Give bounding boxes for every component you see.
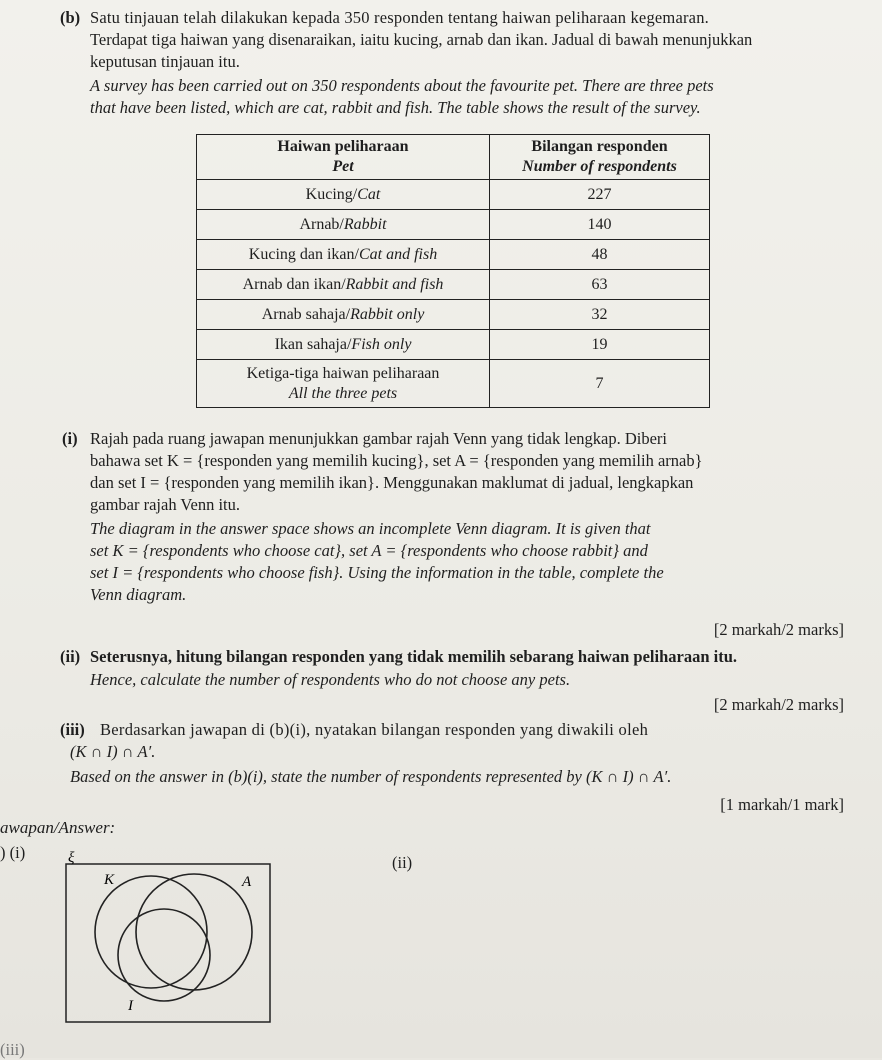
- header-pet-en: Pet: [332, 158, 354, 175]
- part-i-ms-line-3: dan set I = {responden yang memilih ikan}. Menggunakan maklumat di jadual, lengkapkan: [90, 473, 694, 492]
- header-respondents-ms: Bilangan responden: [531, 138, 668, 155]
- set-i-label: I: [128, 998, 133, 1014]
- part-iii-ms-line-1: Berdasarkan jawapan di (b)(i), nyatakan bilangan responden yang diwakili oleh: [100, 720, 649, 739]
- pet-en: Rabbit only: [350, 305, 425, 323]
- pet-ms: Arnab/: [299, 215, 344, 233]
- set-a-label: A: [242, 874, 252, 890]
- pet-en: Cat and fish: [358, 245, 438, 263]
- table-header-row: [197, 135, 710, 180]
- table-cell-value: 32: [490, 300, 710, 330]
- pet-ms: Arnab sahaja/: [261, 305, 351, 323]
- part-i-ms-line-2: bahawa set K = {responden yang memilih kucing}, set A = {responden yang memilih arnab}: [90, 451, 703, 470]
- set-k-label: K: [104, 872, 115, 888]
- part-ii-marks: [2 markah/2 marks]: [713, 695, 844, 714]
- table-cell-pet: [197, 300, 490, 330]
- table-cell-pet: [197, 360, 490, 408]
- intro-ms-line-3: keputusan tinjauan itu.: [90, 52, 240, 71]
- part-i-ms-line-4: gambar rajah Venn itu.: [90, 495, 240, 514]
- table-cell-pet: [197, 180, 490, 210]
- table-row: [197, 180, 710, 210]
- part-iii-label: (iii): [60, 720, 85, 739]
- survey-table: [196, 134, 710, 408]
- table-cell-value: 48: [490, 240, 710, 270]
- pet-en: All the three pets: [288, 384, 398, 402]
- intro-ms-line-2: Terdapat tiga haiwan yang disenaraikan, iaitu kucing, arnab dan ikan. Jadual di bawah menunjukkan: [90, 30, 753, 49]
- table-row: [197, 330, 710, 360]
- table-cell-pet: [197, 240, 490, 270]
- pet-ms: Ketiga-tiga haiwan peliharaan: [246, 364, 440, 382]
- table-cell-pet: [197, 270, 490, 300]
- part-i-label: (i): [62, 429, 78, 448]
- table-row: [197, 240, 710, 270]
- venn-diagram: [64, 850, 276, 1028]
- universal-set-label: ξ: [68, 850, 75, 866]
- table-row: [197, 210, 710, 240]
- pet-en: Fish only: [351, 335, 412, 353]
- part-iii-ms-line-2: (K ∩ I) ∩ A′.: [70, 742, 156, 761]
- table-cell-value: 140: [490, 210, 710, 240]
- header-pet: [197, 135, 490, 180]
- part-i-ms-line-1: Rajah pada ruang jawapan menunjukkan gambar rajah Venn yang tidak lengkap. Diberi: [90, 429, 668, 448]
- intro-ms-line-1: Satu tinjauan telah dilakukan kepada 350 responden tentang haiwan peliharaan kegemaran.: [90, 8, 709, 27]
- pet-ms: Ikan sahaja/: [274, 335, 352, 353]
- header-respondents-en: Number of respondents: [522, 158, 677, 175]
- pet-en: Rabbit and fish: [345, 275, 444, 293]
- table-row: [197, 360, 710, 408]
- answer-label-b-i: ) (i): [0, 843, 26, 862]
- table-cell-value: 227: [490, 180, 710, 210]
- part-i-en-line-4: Venn diagram.: [90, 585, 187, 604]
- pet-ms: Kucing dan ikan/: [248, 245, 359, 263]
- part-i-en-line-1: The diagram in the answer space shows an incomplete Venn diagram. It is given that: [90, 519, 651, 538]
- answer-label-ii: (ii): [392, 853, 413, 872]
- part-iii-marks: [1 markah/1 mark]: [720, 795, 844, 814]
- pet-ms: Kucing/: [305, 185, 358, 203]
- pet-en: Cat: [357, 185, 381, 203]
- table-cell-value: 7: [490, 360, 710, 408]
- table-cell-pet: [197, 210, 490, 240]
- table-row: [197, 270, 710, 300]
- question-label: (b): [60, 8, 81, 27]
- set-a-circle: [136, 874, 252, 990]
- pet-ms: Arnab dan ikan/: [242, 275, 346, 293]
- answer-label-iii: (iii): [0, 1040, 25, 1059]
- header-pet-ms: Haiwan peliharaan: [277, 138, 409, 155]
- part-i-en-line-2: set K = {respondents who choose cat}, set A = {respondents who choose rabbit} and: [90, 541, 648, 560]
- part-iii-en: Based on the answer in (b)(i), state the number of respondents represented by (K ∩ I) ∩ A′.: [70, 767, 672, 786]
- table-cell-pet: [197, 330, 490, 360]
- pet-en: Rabbit: [343, 215, 387, 233]
- part-ii-label: (ii): [60, 647, 81, 666]
- part-ii-en: Hence, calculate the number of respondents who do not choose any pets.: [90, 670, 571, 689]
- part-i-marks: [2 markah/2 marks]: [713, 620, 844, 639]
- answer-heading: awapan/Answer:: [0, 818, 116, 837]
- part-ii-ms: Seterusnya, hitung bilangan responden yang tidak memilih sebarang haiwan peliharaan itu.: [90, 647, 737, 666]
- intro-en-line-2: that have been listed, which are cat, rabbit and fish. The table shows the result of the survey.: [90, 98, 701, 117]
- table-cell-value: 19: [490, 330, 710, 360]
- table-row: [197, 300, 710, 330]
- table-cell-value: 63: [490, 270, 710, 300]
- header-respondents: [490, 135, 710, 180]
- part-i-en-line-3: set I = {respondents who choose fish}. Using the information in the table, complete the: [90, 563, 664, 582]
- intro-en-line-1: A survey has been carried out on 350 respondents about the favourite pet. There are three pets: [90, 76, 714, 95]
